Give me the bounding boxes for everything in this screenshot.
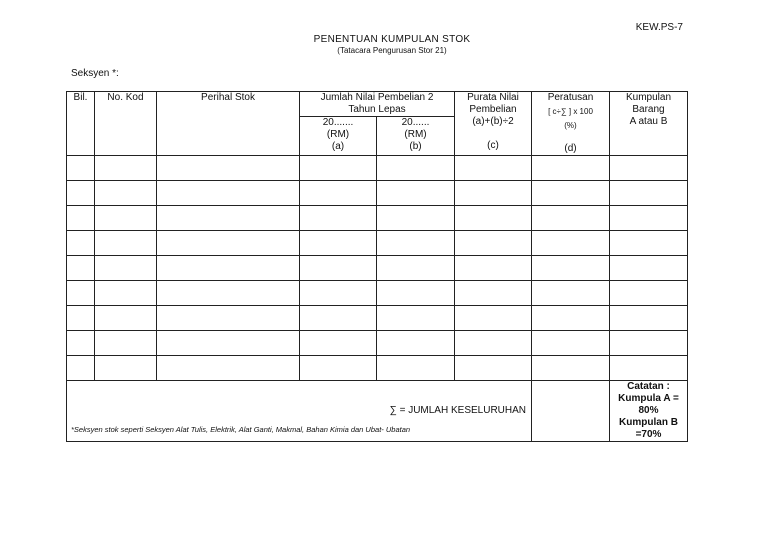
- rm-b: (RM): [404, 129, 427, 141]
- cell-c[interactable]: [455, 331, 532, 356]
- year-a: 20.......: [322, 117, 354, 129]
- header-peratusan-unit: (%): [564, 121, 577, 130]
- cell-kod[interactable]: [95, 206, 157, 231]
- cell-c[interactable]: [455, 306, 532, 331]
- cell-kod[interactable]: [95, 281, 157, 306]
- cell-kumpulan[interactable]: [610, 306, 688, 331]
- cell-d[interactable]: [532, 181, 610, 206]
- cell-d[interactable]: [532, 306, 610, 331]
- cell-kod[interactable]: [95, 256, 157, 281]
- cell-b[interactable]: [377, 281, 455, 306]
- header-purata-line1: Purata Nilai: [467, 92, 519, 103]
- header-peratusan-formula: [ c÷∑ ] x 100: [548, 107, 593, 116]
- stock-group-table: [66, 91, 688, 442]
- cell-perihal[interactable]: [157, 256, 300, 281]
- cell-d[interactable]: [532, 156, 610, 181]
- cell-d[interactable]: [532, 256, 610, 281]
- cell-kod[interactable]: [95, 181, 157, 206]
- cell-bil[interactable]: [67, 181, 95, 206]
- cell-perihal[interactable]: [157, 156, 300, 181]
- header-peratusan: [532, 92, 610, 156]
- header-kumpulan: [610, 92, 688, 156]
- header-perihal-stok: Perihal Stok: [157, 92, 300, 156]
- note-cell: [610, 381, 688, 442]
- cell-a[interactable]: [300, 306, 377, 331]
- header-peratusan-line1: Peratusan: [547, 92, 594, 103]
- total-value-cell[interactable]: [532, 381, 610, 442]
- header-kumpulan-line1: Kumpulan: [625, 92, 672, 103]
- table-row: [67, 206, 688, 231]
- cell-kumpulan[interactable]: [610, 181, 688, 206]
- cell-kumpulan[interactable]: [610, 156, 688, 181]
- cell-c[interactable]: [455, 206, 532, 231]
- cell-perihal[interactable]: [157, 356, 300, 381]
- cell-c[interactable]: [455, 156, 532, 181]
- cell-kod[interactable]: [95, 306, 157, 331]
- cell-b[interactable]: [377, 356, 455, 381]
- cell-a[interactable]: [300, 281, 377, 306]
- cell-bil[interactable]: [67, 231, 95, 256]
- table-row: [67, 331, 688, 356]
- cell-perihal[interactable]: [157, 181, 300, 206]
- cell-c[interactable]: [455, 356, 532, 381]
- header-purata-line2: Pembelian: [469, 104, 517, 115]
- subheader-year-b: [377, 117, 455, 156]
- cell-kumpulan[interactable]: [610, 281, 688, 306]
- cell-c[interactable]: [455, 281, 532, 306]
- cell-perihal[interactable]: [157, 206, 300, 231]
- label-a: (a): [331, 141, 345, 153]
- note-group-a: Kumpula A = 80%: [618, 393, 679, 416]
- cell-a[interactable]: [300, 156, 377, 181]
- header-kumpulan-line2: Barang: [632, 104, 665, 115]
- section-label: Seksyen *:: [71, 68, 119, 79]
- header-purata: [455, 92, 532, 156]
- header-jumlah-line2: Tahun Lepas: [348, 104, 406, 115]
- cell-a[interactable]: [300, 181, 377, 206]
- cell-d[interactable]: [532, 331, 610, 356]
- header-purata-formula: (a)+(b)÷2: [472, 116, 514, 127]
- header-no-kod: No. Kod: [95, 92, 157, 156]
- cell-c[interactable]: [455, 231, 532, 256]
- cell-perihal[interactable]: [157, 281, 300, 306]
- cell-perihal[interactable]: [157, 331, 300, 356]
- cell-b[interactable]: [377, 181, 455, 206]
- cell-c[interactable]: [455, 256, 532, 281]
- table-row: [67, 181, 688, 206]
- header-jumlah-nilai: [300, 92, 455, 117]
- cell-kumpulan[interactable]: [610, 231, 688, 256]
- total-label: ∑ = JUMLAH KESELURUHAN: [67, 381, 532, 442]
- subheader-year-a: [300, 117, 377, 156]
- cell-b[interactable]: [377, 206, 455, 231]
- note-title: Catatan :: [627, 381, 670, 392]
- cell-kod[interactable]: [95, 156, 157, 181]
- year-b: 20......: [401, 117, 430, 129]
- cell-bil[interactable]: [67, 356, 95, 381]
- table-row: [67, 281, 688, 306]
- cell-d[interactable]: [532, 206, 610, 231]
- cell-bil[interactable]: [67, 281, 95, 306]
- cell-bil[interactable]: [67, 331, 95, 356]
- rm-a: (RM): [326, 129, 350, 141]
- form-code: KEW.PS-7: [635, 22, 683, 33]
- header-row: [67, 92, 688, 117]
- cell-a[interactable]: [300, 206, 377, 231]
- table-row: [67, 306, 688, 331]
- cell-a[interactable]: [300, 331, 377, 356]
- cell-d[interactable]: [532, 231, 610, 256]
- cell-b[interactable]: [377, 231, 455, 256]
- cell-bil[interactable]: [67, 206, 95, 231]
- cell-kod[interactable]: [95, 356, 157, 381]
- table-row: [67, 231, 688, 256]
- table-row: [67, 156, 688, 181]
- cell-bil[interactable]: [67, 306, 95, 331]
- cell-b[interactable]: [377, 306, 455, 331]
- cell-kumpulan[interactable]: [610, 256, 688, 281]
- header-label-d: (d): [564, 143, 577, 154]
- cell-kumpulan[interactable]: [610, 356, 688, 381]
- cell-a[interactable]: [300, 231, 377, 256]
- label-b: (b): [409, 141, 422, 153]
- footnote: *Seksyen stok seperti Seksyen Alat Tulis, Elektrik, Alat Ganti, Makmal, Bahan Kimia dan Ubat- Ubatan: [71, 425, 411, 434]
- table-row: [67, 256, 688, 281]
- cell-kod[interactable]: [95, 331, 157, 356]
- header-kumpulan-line3: A atau B: [629, 116, 668, 127]
- cell-a[interactable]: [300, 356, 377, 381]
- form-title: PENENTUAN KUMPULAN STOK: [313, 34, 471, 45]
- header-jumlah-line1: Jumlah Nilai Pembelian 2: [320, 92, 434, 103]
- form-subtitle: (Tatacara Pengurusan Stor 21): [337, 46, 447, 55]
- cell-perihal[interactable]: [157, 306, 300, 331]
- cell-kumpulan[interactable]: [610, 206, 688, 231]
- cell-bil[interactable]: [67, 156, 95, 181]
- table-row: [67, 356, 688, 381]
- cell-b[interactable]: [377, 331, 455, 356]
- cell-perihal[interactable]: [157, 231, 300, 256]
- cell-kumpulan[interactable]: [610, 331, 688, 356]
- header-label-c: (c): [487, 140, 499, 151]
- cell-d[interactable]: [532, 356, 610, 381]
- cell-bil[interactable]: [67, 256, 95, 281]
- cell-kod[interactable]: [95, 231, 157, 256]
- cell-c[interactable]: [455, 181, 532, 206]
- header-bil: Bil.: [67, 92, 95, 156]
- cell-b[interactable]: [377, 156, 455, 181]
- cell-d[interactable]: [532, 281, 610, 306]
- cell-b[interactable]: [377, 256, 455, 281]
- cell-a[interactable]: [300, 256, 377, 281]
- note-group-b: Kumpulan B =70%: [619, 417, 678, 440]
